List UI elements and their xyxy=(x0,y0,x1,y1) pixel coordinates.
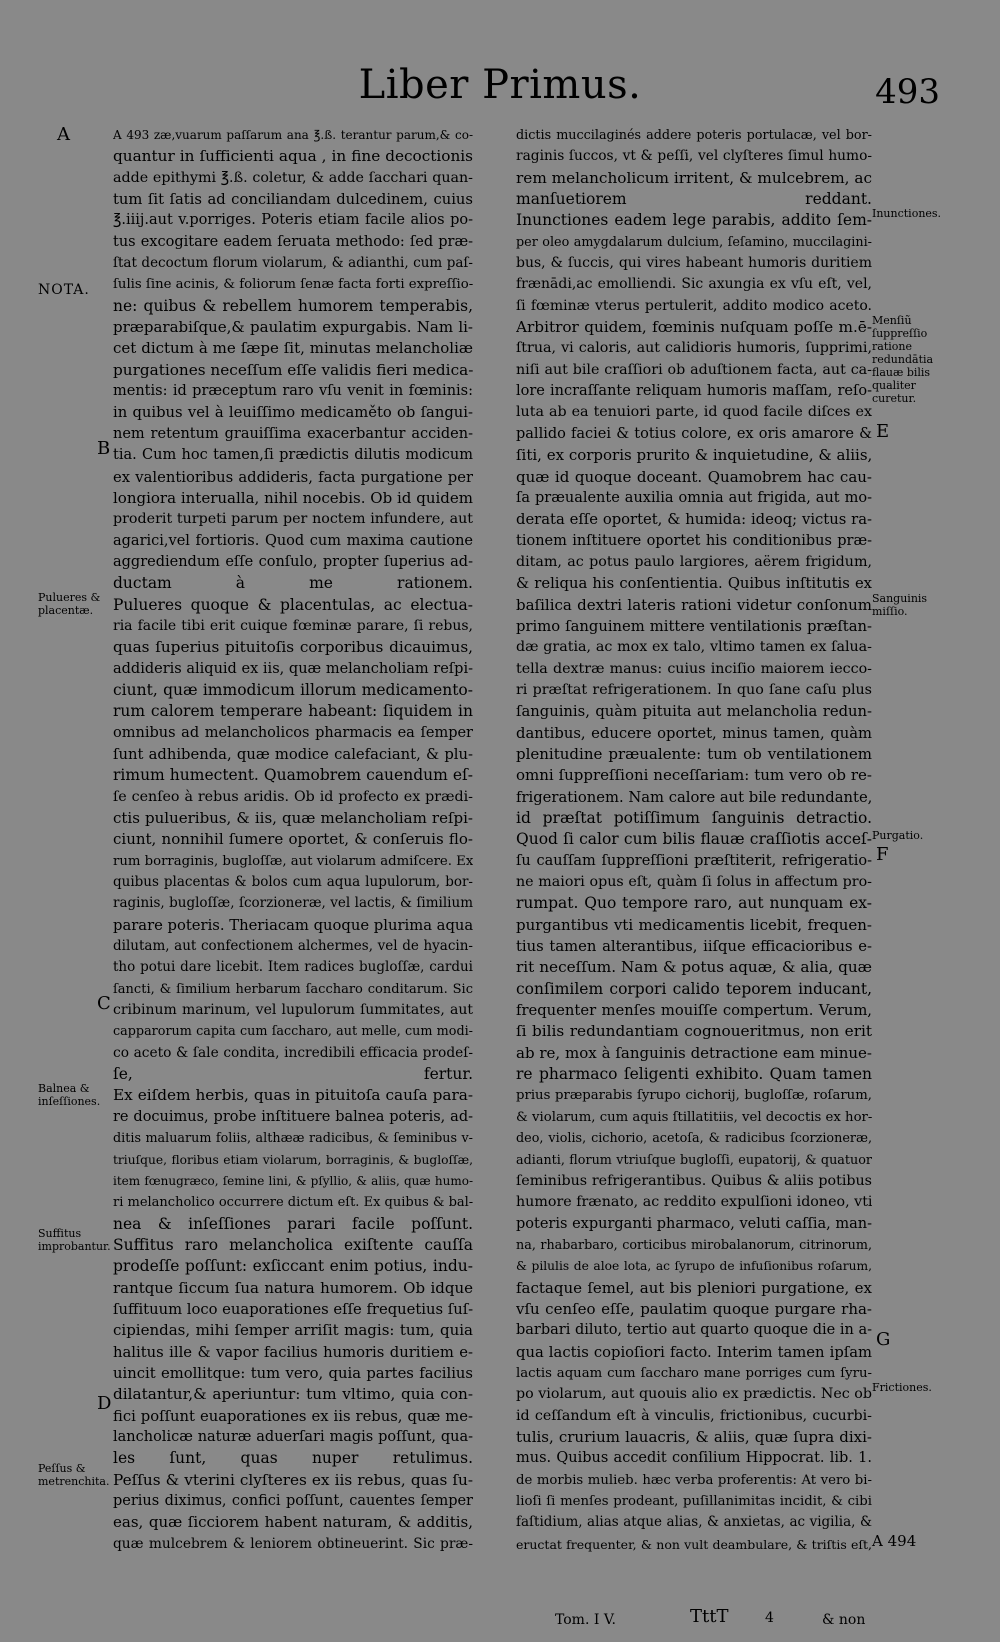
text-line: factaque ſemel, aut bis pleniori purgatione, ex xyxy=(516,1278,872,1297)
text-line: eructat frequenter, & non vult deambulare, & triſtis eſt, xyxy=(516,1536,872,1552)
text-line: conſimilem corpori calido teporem inducant, xyxy=(516,979,872,998)
text-line: omni ſuppreſſioni neceſſariam: tum vero ob re- xyxy=(516,766,872,785)
text-line: tum ſit ſatis ad conciliandam dulcedinem, cuius xyxy=(113,191,473,209)
text-line: ſanguinis, quàm pituita aut melancholia redun- xyxy=(516,703,872,721)
text-line: eas, quæ ſicciorem habent naturam, & additis, xyxy=(113,1513,473,1532)
right-text-column xyxy=(516,125,872,1555)
text-line: dilutam, aut confectionem alchermes, vel de hyacin- xyxy=(113,938,473,955)
text-line: dilatantur,& aperiuntur: tum vltimo, quia con- xyxy=(113,1385,473,1404)
text-line: frænādi,ac emolliendi. Sic axungia ex vſu eſt, vel, xyxy=(516,276,872,293)
text-line: ſulis ſine acinis, & foliorum ſenæ facta forti expreſſio- xyxy=(113,277,473,293)
text-line: ri præſtat refrigerationem. In quo ſane caſu plus xyxy=(516,681,872,698)
margin-note-purgatio: Purgatio. xyxy=(872,829,924,842)
text-line: ciunt, quæ immodicum illorum medicamento- xyxy=(113,680,473,699)
text-line: re pharmaco ſeligenti exhibito. Quam tamen xyxy=(516,1065,872,1084)
text-line: tho potui dare licebit. Item radices bugloſſæ, cardui xyxy=(113,959,473,976)
text-line: dæ gratia, ac mox ex talo, vltimo tamen ex ſalua- xyxy=(516,639,872,656)
text-line: manſuetiorem reddant. xyxy=(516,190,872,209)
section-letter-e: E xyxy=(876,421,890,442)
text-line: quas ſuperius pituitoſis corporibus dicauimus, xyxy=(113,638,473,657)
text-line: mentis: id præceptum raro vſu venit in fœminis: xyxy=(113,383,473,400)
text-line: ſu cauſſam ſuppreſſioni præſtiterit, refrigeratio- xyxy=(516,852,872,869)
text-line: ſe cenſeo à rebus aridis. Ob id profecto ex prædi- xyxy=(113,788,473,805)
text-line: halitus ille & vapor facilius humoris duritiem e- xyxy=(113,1343,473,1361)
margin-note-pessus: Peſſus & metrenchita. xyxy=(38,1462,110,1488)
text-line: bus, & ſuccis, qui vires habeant humoris duritiem xyxy=(516,255,872,272)
text-line: ſuffituum loco euaporationes eſſe frequetius ſuſ- xyxy=(113,1300,473,1318)
text-line: poteris expurganti pharmaco, veluti caſſia, man- xyxy=(516,1215,872,1232)
text-line: Inunctiones eadem lege parabis, addito ſem- xyxy=(516,211,872,230)
text-line: addideris aliquid ex iis, quæ melancholiam reſpi- xyxy=(113,660,473,677)
text-line: lioſi ſi menſes prodeant, puſillanimitas incidit, & cibi xyxy=(516,1494,872,1509)
text-line: perius diximus, confici poſſunt, cauentes ſemper xyxy=(113,1493,473,1509)
text-line: faſtidium, alias atque alias, & anxietas, ac vigilia, & xyxy=(516,1514,872,1531)
text-line: quibus placentas & bolos cum aqua lupulorum, bor- xyxy=(113,874,473,891)
text-line: agarici,vel fortioris. Quod cum maxima cautione xyxy=(113,532,473,549)
text-line: ria facile tibi erit cuique fœminæ parare, ſi rebus, xyxy=(113,617,473,634)
text-line: rum calorem temperare habeant: ſiquidem in xyxy=(113,702,473,721)
text-line: tella dextræ manus: cuius inciſio maiorem iecco- xyxy=(516,660,872,677)
text-line: ne: quibus & rebellem humorem temperabis, xyxy=(113,296,473,315)
text-line: lancholicæ naturæ aduerſari magis poſſunt, qua- xyxy=(113,1428,473,1445)
text-line: baſilica dextri lateris rationi videtur conſonum xyxy=(516,595,872,614)
text-line: ne maiori opus eſt, quàm ſi ſolus in affectum pro- xyxy=(516,874,872,891)
text-line: re docuimus, probe inſtituere balnea poteris, ad- xyxy=(113,1108,473,1125)
text-line: parare poteris. Theriacam quoque plurima aqua xyxy=(113,916,473,934)
text-line: ductam à me rationem. xyxy=(113,574,473,593)
text-line: frequenter menſes mouiſſe compertum. Verum, xyxy=(516,1002,872,1020)
section-letter-a-494: A 494 xyxy=(872,1532,917,1550)
margin-note-nota: NOTA. xyxy=(38,282,90,298)
text-line: prodeſſe poſſunt: exſiccant enim potius, indu- xyxy=(113,1257,473,1276)
text-line: niſi aut bile craſſiori ob aduſtionem facta, aut ca- xyxy=(516,361,872,378)
text-line: purgationes neceſſum eſſe validis fieri medica- xyxy=(113,360,473,379)
text-line: co aceto & ſale condita, incredibili efficacia prodeſ- xyxy=(113,1044,473,1061)
section-letter-b: B xyxy=(97,438,111,459)
text-line: de morbis mulieb. hæc verba proferentis: At vero bi- xyxy=(516,1472,872,1488)
text-line: plenitudine præualente: tum ob ventilationem xyxy=(516,744,872,763)
text-line: ſi bilis redundantiam cognoueritmus, non erit xyxy=(516,1022,872,1041)
text-line: in quibus vel à leuiſſimo medicaměto ob ſangui- xyxy=(113,404,473,422)
text-line: rumpat. Quo tempore raro, aut nunquam ex- xyxy=(516,894,872,913)
text-line: rantque ſiccum ſua natura humorem. Ob idque xyxy=(113,1278,473,1297)
section-letter-d: D xyxy=(97,1393,112,1414)
text-line: tia. Cum hoc tamen,ſi prædictis dilutis modicum xyxy=(113,447,473,464)
text-line: ex valentioribus addideris, facta purgatione per xyxy=(113,468,473,486)
text-line: raginis ſuccos, vt & peſſi, vel clyſteres ſimul humo- xyxy=(516,148,872,165)
margin-note-sanguinis: Sanguinis miſſio. xyxy=(872,592,928,618)
text-line: præparabiſque,& paulatim expurgabis. Nam li- xyxy=(113,318,473,337)
text-line: adde epithymi ℥.ß. coletur, & adde ſacchari quan- xyxy=(113,169,473,186)
text-line: Arbitror quidem, fœminis nuſquam poſſe m.ē- xyxy=(516,318,872,337)
text-line: derata eſſe oportet, & humida: ideoq; victus ra- xyxy=(516,511,872,529)
text-line: pallido faciei & totius colore, ex oris amarore & xyxy=(516,425,872,442)
text-line: A 493 zæ,vuarum paſſarum ana ℥.ß. terantur parum,& co- xyxy=(113,128,473,142)
text-line: longiora interualla, nihil nocebis. Ob id quidem xyxy=(113,488,473,507)
text-line: qua lactis copioſiori facto. Interim tamen ipſam xyxy=(516,1343,872,1361)
text-line: na, rhabarbaro, corticibus mirobalanorum, citrinorum, xyxy=(516,1237,872,1253)
text-line: les ſunt, quas nuper retulimus. xyxy=(113,1449,473,1468)
text-line: luta ab ea tenuiori parte, id quod facile diſces ex xyxy=(516,404,872,421)
text-line: & reliqua his conſentientia. Quibus inſtitutis ex xyxy=(516,575,872,593)
text-line: vſu cenſeo eſſe, paulatim quoque purgare rha- xyxy=(516,1299,872,1318)
text-line: humore frænato, ac reddito expulſioni idoneo, vti xyxy=(516,1194,872,1211)
text-line: fici poſſunt euaporationes ex iis rebus, quæ me- xyxy=(113,1407,473,1425)
text-line: ſi fœminæ vterus pertulerit, addito modico aceto. xyxy=(516,297,872,314)
footer-volume: Tom. I V. xyxy=(555,1612,616,1628)
text-line: item fœnugræco, ſemine lini, & pſyllio, & aliis, quæ humo- xyxy=(113,1173,473,1188)
text-line: ſunt adhibenda, quæ modice calefaciant, & plu- xyxy=(113,745,473,763)
margin-note-suffitus: Suffitus improbantur. xyxy=(38,1227,111,1253)
text-line: quæ id quoque doceant. Quamobrem hac cau- xyxy=(516,467,872,486)
section-letter-g: G xyxy=(876,1329,891,1350)
text-line: ſtrua, vi caloris, aut calidioris humoris, ſupprimi, xyxy=(516,340,872,357)
text-line: & violarum, cum aquis ſtillatitiis, vel decoctis ex hor- xyxy=(516,1109,872,1125)
text-line: cipiendas, mihi ſemper arriſit magis: tum, quia xyxy=(113,1321,473,1340)
text-line: tius tamen alterantibus, iiſque efficacioribus e- xyxy=(516,938,872,956)
text-line: aggrediendum eſſe conſulo, propter ſuperius ad- xyxy=(113,553,473,570)
text-line: adianti, florum vtriuſque bugloſſi, eupatorij, & quatuor xyxy=(516,1152,872,1168)
margin-note-frictiones: Frictiones. xyxy=(872,1381,932,1394)
margin-note-inunctiones: Inunctiones. xyxy=(872,207,942,220)
text-line: ab re, mox à ſanguinis detractione eam minue- xyxy=(516,1043,872,1062)
text-line: tus excogitare eadem ſeruata methodo: ſed præ- xyxy=(113,233,473,250)
text-line: per oleo amygdalarum dulcium, ſeſamino, muccilagini- xyxy=(516,234,872,250)
text-line: Suffitus raro melancholica exiſtente cauſſa xyxy=(113,1235,473,1254)
text-line: ciunt, nonnihil ſumere oportet, & conſeruis flo- xyxy=(113,830,473,849)
text-line: ſancti, & ſimilium herbarum ſaccharo conditarum. Sic xyxy=(113,981,473,997)
text-line: ctis pulueribus, & iis, quæ melancholiam reſpi- xyxy=(113,809,473,827)
text-line: proderit turpeti parum per noctem infundere, aut xyxy=(113,511,473,528)
text-line: Pulueres quoque & placentulas, ac electua- xyxy=(113,595,473,614)
text-line: rem melancholicum irritent, & mulcebrem, ac xyxy=(516,168,872,187)
text-line: frigerationem. Nam calore aut bile redundante, xyxy=(516,788,872,806)
text-line: uincit emollitque: tum vero, quia partes facilius xyxy=(113,1364,473,1382)
text-line: dantibus, educere oportet, minus tamen, quàm xyxy=(516,724,872,742)
footer-signature-number: 4 xyxy=(765,1610,774,1626)
text-line: id præſtat potiſſimum ſanguinis detractio. xyxy=(516,809,872,827)
text-line: ℥.iiij.aut v.porriges. Poteris etiam facile alios po- xyxy=(113,212,473,229)
running-title: Liber Primus. xyxy=(358,62,642,108)
text-line: purgantibus vti medicamentis licebit, frequen- xyxy=(516,915,872,934)
margin-note-balnea: Balnea & inſeſſiones. xyxy=(38,1082,101,1108)
text-line: tulis, crurium lauacris, & aliis, quæ ſupra dixi- xyxy=(516,1427,872,1446)
text-line: id ceſſandum eſt à vinculis, frictionibus, cucurbi- xyxy=(516,1407,872,1424)
text-line: omnibus ad melancholicos pharmacis ea ſemper xyxy=(113,724,473,741)
text-line: lore incraſſante reliquam humoris maſſam, reſo- xyxy=(516,383,872,400)
text-line: cet dictum à me ſæpe ſit, minutas melancholiæ xyxy=(113,339,473,358)
text-line: nem retentum grauiſſima exacerbantur acciden- xyxy=(113,425,473,442)
text-line: ſeminibus refrigerantibus. Quibus & aliis potibus xyxy=(516,1172,872,1189)
margin-note-mensium: Menſiũ ſuppreſſio ratione redundātia flauæ bilis qualiter curetur. xyxy=(872,314,934,405)
text-line: quantur in ſufficienti aqua , in fine decoctionis xyxy=(113,147,473,166)
page-number: 493 xyxy=(875,72,940,112)
text-line: deo, violis, cichorio, acetoſa, & radicibus ſcorzioneræ, xyxy=(516,1131,872,1147)
text-line: triuſque, floribus etiam violarum, borraginis, & bugloſſæ, xyxy=(113,1152,473,1167)
text-line: ſtat decoctum florum violarum, & adianthi, cum paſ- xyxy=(113,255,473,272)
text-line: ditis maluarum foliis, althææ radicibus, & ſeminibus v- xyxy=(113,1131,473,1147)
text-line: ditam, ac potus paulo largiores, aërem frigidum, xyxy=(516,553,872,570)
text-line: mus. Quibus accedit conſilium Hippocrat. lib. 1. xyxy=(516,1450,872,1467)
text-line: prius præparabis ſyrupo cichorij, bugloſſæ, roſarum, xyxy=(516,1088,872,1104)
section-letter-c: C xyxy=(97,993,111,1014)
text-line: barbari diluto, tertio aut quarto quoque die in a- xyxy=(516,1322,872,1339)
text-line: ſiti, ex corporis prurito & inquietudine, & aliis, xyxy=(516,446,872,465)
text-line: rimum humectent. Quamobrem cauendum eſ- xyxy=(113,766,473,785)
text-line: Quod ſi calor cum bilis flauæ craſſiotis acceſ- xyxy=(516,830,872,849)
text-line: dictis muccilaginés addere poteris portulacæ, vel bor- xyxy=(516,128,872,143)
text-line: capparorum capita cum ſaccharo, aut melle, cum modi- xyxy=(113,1024,473,1040)
text-line: tionem inſtituere oportet his conditionibus præ- xyxy=(516,532,872,549)
text-line: & pilulis de aloe lota, ac ſyrupo de infuſionibus roſarum, xyxy=(516,1259,872,1274)
footer-catchword: & non xyxy=(822,1612,866,1628)
section-letter-f: F xyxy=(876,844,889,865)
text-line: cribinum marinum, vel lupulorum ſummitates, aut xyxy=(113,1002,473,1019)
left-text-column xyxy=(113,125,473,1555)
text-line: Ex eiſdem herbis, quas in pituitoſa cauſa para- xyxy=(113,1086,473,1105)
text-line: ſa præualente auxilia omnia aut frigida, aut mo- xyxy=(516,489,872,506)
footer-signature: TttT xyxy=(690,1606,729,1627)
text-line: raginis, bugloſſæ, ſcorzioneræ, vel lactis, & ſimilium xyxy=(113,895,473,912)
text-line: po violarum, aut quouis alio ex prædictis. Nec ob xyxy=(516,1386,872,1403)
text-line: primo ſanguinem mittere ventilationis præſtan- xyxy=(516,617,872,635)
text-line: nea & inſeſſiones parari facile poſſunt. xyxy=(113,1214,473,1233)
text-line: ſe, fertur. xyxy=(113,1065,473,1084)
text-line: lactis aquam cum ſaccharo mane porriges cum ſyru- xyxy=(516,1365,872,1381)
text-line: rum borraginis, bugloſſæ, aut violarum admiſcere. Ex xyxy=(113,853,473,869)
margin-note-pulueres: Pulueres & placentæ. xyxy=(38,591,101,617)
text-line: ri melancholico occurrere dictum eſt. Ex quibus & bal- xyxy=(113,1195,473,1211)
text-line: rit neceſſum. Nam & potus aquæ, & alia, quæ xyxy=(516,958,872,977)
text-line: Peſſus & vterini clyſteres ex iis rebus, quas ſu- xyxy=(113,1470,473,1489)
text-line: quæ mulcebrem & leniorem obtineuerint. Sic præ- xyxy=(113,1535,473,1552)
section-letter-a: A xyxy=(57,124,70,145)
